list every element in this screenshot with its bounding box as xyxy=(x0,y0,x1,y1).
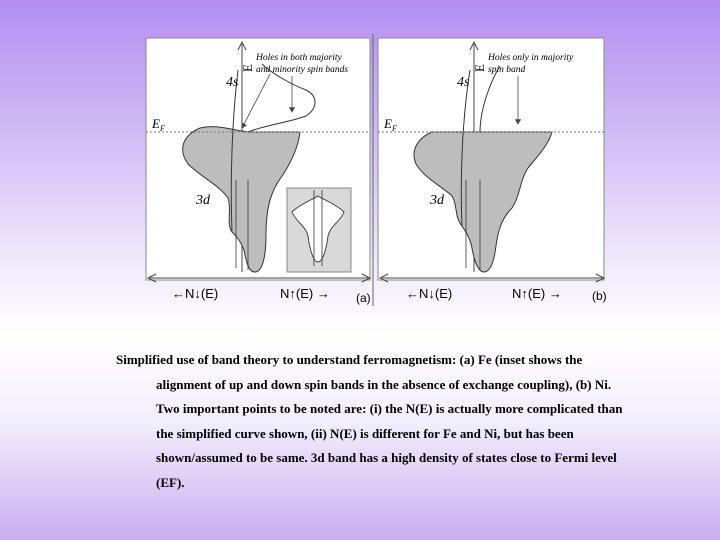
figure-caption xyxy=(116,348,636,495)
caption-body: alignment of up and down spin bands in the absence of exchange coupling), (b) Ni. Two important points to be noted are: (i) the N(E) is actually more complicated than the simplified curve shown, (ii) N(E) is different for Fe and Ni, but has been shown/assumed to be same. 3d band has a high density of states close to Fermi level (EF). xyxy=(156,376,623,490)
panel-b-fermi-label: $E_F$ xyxy=(384,116,397,133)
panel-b-axis-right: N↑(E) → xyxy=(512,286,562,301)
panel-a xyxy=(146,38,371,305)
panel-a-fermi-label: $E_F$ xyxy=(152,116,165,133)
panel-a-annotation-1: Holes in both majority xyxy=(256,53,342,63)
panel-a-4s-label: 4s xyxy=(226,75,239,90)
panel-a-inset xyxy=(287,188,351,272)
panel-b-4s-label: 4s xyxy=(457,75,470,90)
caption-first-line: Simplified use of band theory to understand ferromagnetism: (a) Fe (inset shows the xyxy=(116,352,583,367)
panel-a-3d-label: 3d xyxy=(196,193,210,208)
panel-a-annotation-2: and minority spin bands xyxy=(256,65,349,75)
panel-a-axis-left: ←N↓(E) xyxy=(172,286,219,301)
panel-b xyxy=(378,38,607,303)
panel-a-energy-label: E xyxy=(240,64,255,72)
panel-a-axis-right: N↑(E) → xyxy=(280,286,330,301)
panel-b-energy-label: E xyxy=(472,64,487,72)
panel-a-label: (a) xyxy=(356,291,371,305)
panel-b-annotation-2: spin band xyxy=(488,65,526,75)
panel-b-label: (b) xyxy=(592,289,607,303)
panel-b-axis-left: ←N↓(E) xyxy=(406,286,453,301)
panel-b-3d-label: 3d xyxy=(430,193,444,208)
panel-b-annotation-1: Holes only in majority xyxy=(488,53,574,63)
